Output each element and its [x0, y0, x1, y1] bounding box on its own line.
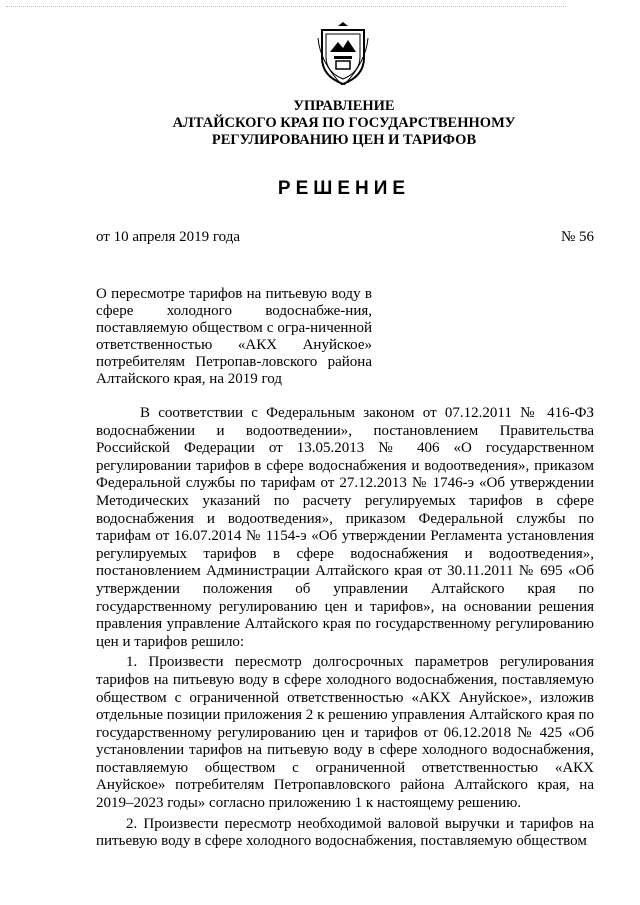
decision-subject: О пересмотре тарифов на питьевую воду в сфере холодного водоснабже-ния, поставляемую обществом с огра-ниченной ответственностью «АКХ Ануйское» потребителям Петропав-ловского района Алтайского края, на 2019 год [96, 286, 372, 387]
header-line-3: РЕГУЛИРОВАНИЮ ЦЕН И ТАРИФОВ [211, 132, 477, 148]
document-title: РЕШЕНИЕ [277, 178, 411, 199]
header-line-1: УПРАВЛЕНИЕ [293, 98, 395, 114]
decision-date: от 10 апреля 2019 года [96, 229, 241, 245]
date-number-line [96, 228, 594, 246]
decision-body [96, 405, 594, 854]
body-item-2: 2. Произвести пересмотр необходимой валовой выручки и тарифов на питьевую воду в сфере холодного водоснабжения, поставляемую обществом [96, 815, 594, 850]
body-preamble: В соответствии с Федеральным законом от 07.12.2011 № 416-ФЗ водоснабжении и водоотведении», постановлением Правительства Российской Федерации от 13.05.2013 № 406 «О государственном регулировании тарифов в сфере водоснабжения и водоотведения», приказом Федеральной службы по тарифам от 27.12.2013 № 1746-э «Об утверждении Методических указаний по расчету регулируемых тарифов в сфере водоснабжения и водоотведения», приказом Федеральной службы по тарифам от 16.07.2014 № 1154-э «Об утверждении Регламента установления регулируемых тарифов в сфере водоснабжения и водоотведения», постановлением Администрации Алтайского края от 30.11.2011 № 695 «Об утверждении положения об управлении Алтайского края по государственному регулированию цен и тарифов», на основании решения правления управление Алтайского края по государственному регулированию цен и тарифов решило: [96, 405, 594, 650]
issuing-authority-header [60, 98, 628, 149]
header-line-2: АЛТАЙСКОГО КРАЯ ПО ГОСУДАРСТВЕННОМУ [172, 115, 516, 131]
altai-krai-coat-of-arms-icon [316, 22, 370, 86]
body-item-1: 1. Произвести пересмотр долгосрочных параметров регулирования тарифов на питьевую воду в сфере холодного водоснабжения, поставляемую обществом с ограниченной ответственностью «АКХ Ануйское», изложив отдельные позиции приложения 2 к решению управления Алтайского края по государственному регулированию цен и тарифов от 06.12.2018 № 425 «Об установлении тарифов на питьевую воду в сфере холодного водоснабжения, поставляемую обществом с ограниченной ответственностью «АКХ Ануйское» потребителям Петропавловского района Алтайского края, на 2019–2023 годы» согласно приложению 1 к настоящему решению. [96, 654, 594, 812]
decision-number: № 56 [560, 229, 594, 245]
scan-artifact-line [6, 6, 566, 8]
